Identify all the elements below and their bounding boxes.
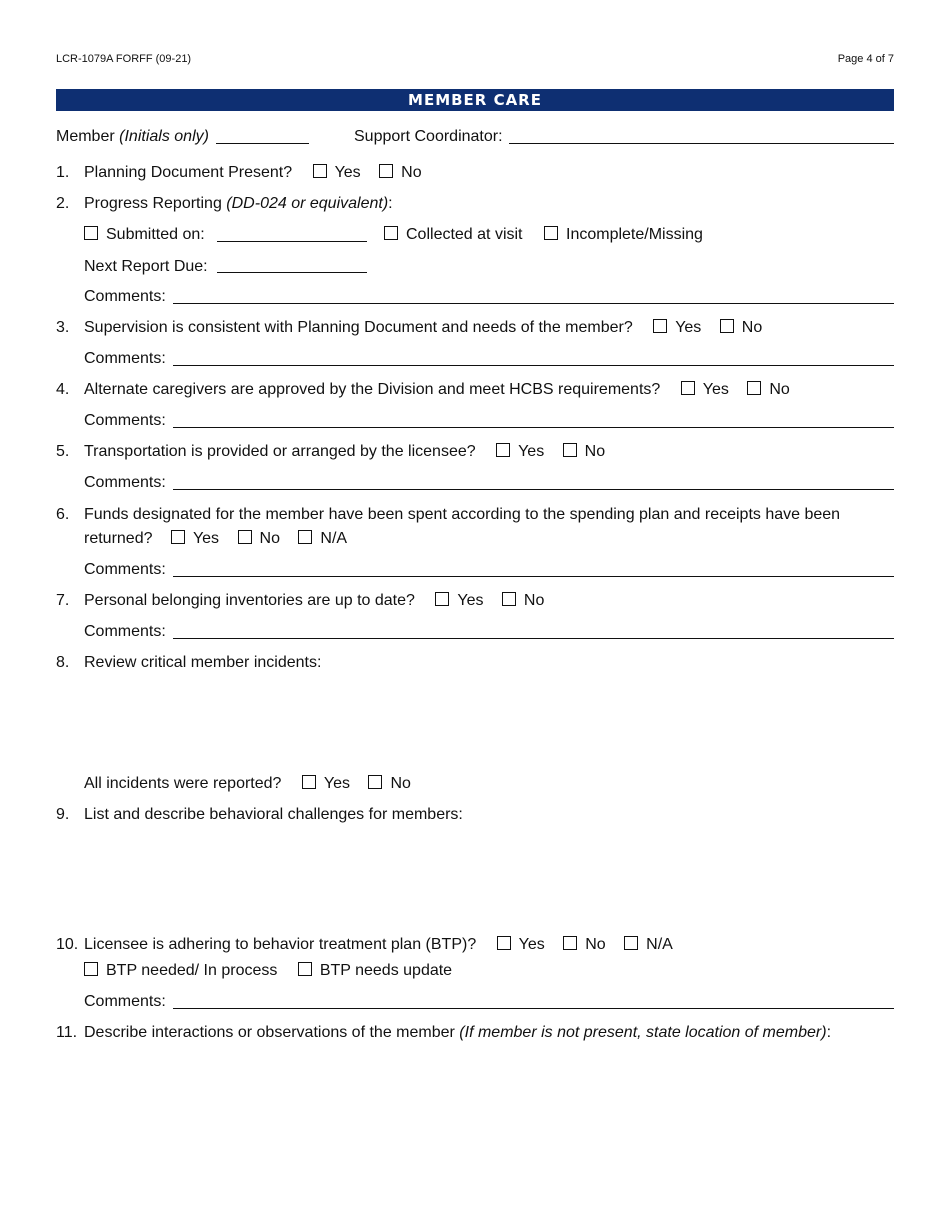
q6-na-label: N/A [320,530,348,547]
coordinator-label: Support Coordinator: [354,128,503,145]
q10-na-label: N/A [646,936,673,953]
q10-btp-row [84,961,452,981]
q7-yes-option[interactable] [435,591,483,611]
q4-no-option[interactable] [747,380,789,400]
q11-text: Describe interactions or observations of the member [84,1024,455,1041]
q10-number: 10. [56,936,79,953]
q10-no-checkbox[interactable] [563,936,577,950]
q2-hint: (DD-024 or equivalent) [226,195,389,212]
q2-next-due-label: Next Report Due: [84,258,208,275]
q1-no-label: No [401,164,422,181]
q5-yes-checkbox[interactable] [496,443,510,457]
q1-no-checkbox[interactable] [379,164,393,178]
q10-no-option[interactable] [563,935,605,955]
q2-collected-checkbox[interactable] [384,226,398,240]
q10-btp-update-option[interactable] [298,961,452,981]
q10-btp-needed-option[interactable] [84,961,277,981]
q9-number: 9. [56,806,70,823]
member-hint: (Initials only) [119,128,209,145]
q7-yes-label: Yes [457,592,484,609]
q3-row [84,318,762,338]
q3-comments-label: Comments: [84,350,166,367]
q8-sub-text: All incidents were reported? [84,775,282,792]
q5-no-label: No [584,443,606,460]
page-number: Page 4 of 7 [837,53,894,65]
q4-row [84,380,790,400]
q3-no-label: No [741,319,763,336]
q8-no-checkbox[interactable] [368,775,382,789]
q9-text: List and describe behavioral challenges for members: [84,806,463,823]
q2-incomplete-label: Incomplete/Missing [566,226,703,243]
q3-no-option[interactable] [720,318,762,338]
q1-number: 1. [56,164,70,181]
q2-collected-option[interactable] [384,225,523,245]
q6-text-line2: returned? [84,530,153,547]
q10-btp-needed-checkbox[interactable] [84,962,98,976]
q2-comments-label: Comments: [84,288,166,305]
q8-no-label: No [390,775,411,792]
q6-yes-option[interactable] [171,529,219,549]
q6-no-option[interactable] [238,529,280,549]
q11-hint: (If member is not present, state location of member) [459,1024,827,1041]
q6-na-option[interactable] [298,529,347,549]
q5-text: Transportation is provided or arranged by the licensee? [84,443,476,460]
q10-na-checkbox[interactable] [624,936,638,950]
q11-row [84,1023,831,1043]
q8-yes-checkbox[interactable] [302,775,316,789]
q8-number: 8. [56,654,70,671]
q11-number: 11. [56,1024,78,1041]
q10-yes-label: Yes [518,936,545,953]
q2-next-due-field[interactable] [217,272,367,273]
q6-yes-checkbox[interactable] [171,530,185,544]
q5-no-option[interactable] [563,442,605,462]
q4-no-label: No [769,381,790,398]
q6-no-label: No [259,530,280,547]
form-id: LCR-1079A FORFF (09-21) [56,53,192,65]
q3-no-checkbox[interactable] [720,319,734,333]
q7-yes-checkbox[interactable] [435,592,449,606]
q10-text: Licensee is adhering to behavior treatment plan (BTP)? [84,936,477,953]
q8-yes-label: Yes [323,775,350,792]
q5-yes-option[interactable] [496,442,544,462]
q4-yes-label: Yes [702,381,729,398]
q10-no-label: No [585,936,606,953]
q1-text: Planning Document Present? [84,164,293,181]
q4-yes-option[interactable] [681,380,729,400]
member-initials-field[interactable] [216,143,309,144]
q7-number: 7. [56,592,70,609]
q7-no-checkbox[interactable] [502,592,516,606]
q10-btp-update-checkbox[interactable] [298,962,312,976]
section-banner: MEMBER CARE [56,89,894,111]
q6-number: 6. [56,506,70,523]
q6-comments-label: Comments: [84,561,166,578]
q4-text: Alternate caregivers are approved by the Division and meet HCBS requirements? [84,381,661,398]
q4-no-checkbox[interactable] [747,381,761,395]
q5-comments-label: Comments: [84,474,166,491]
q3-yes-checkbox[interactable] [653,319,667,333]
q10-na-option[interactable] [624,935,673,955]
q2-comments-field[interactable] [173,303,894,304]
q2-colon: : [388,195,393,212]
q2-text: Progress Reporting [84,195,222,212]
q2-number: 2. [56,195,70,212]
q10-btp-update-label: BTP needs update [319,962,453,979]
q3-yes-label: Yes [675,319,702,336]
q7-no-option[interactable] [502,591,544,611]
q2-submitted-date-field[interactable] [217,241,367,242]
q1-yes-label: Yes [334,164,361,181]
support-coordinator-field[interactable] [509,143,894,144]
q2-submitted-checkbox[interactable] [84,226,98,240]
q7-row [84,591,544,611]
q2-submitted-label: Submitted on: [106,226,205,243]
member-label: Member [56,128,115,145]
q1-no-option[interactable] [379,163,421,183]
q6-text-line1: Funds designated for the member have been spent according to the spending plan and receipts have been [84,506,841,523]
q7-text: Personal belonging inventories are up to date? [84,592,415,609]
q7-no-label: No [523,592,545,609]
q8-text: Review critical member incidents: [84,654,322,671]
q3-comments-field[interactable] [173,365,894,366]
q10-row [84,935,673,955]
q8-sub-row [84,774,411,794]
q2-incomplete-checkbox[interactable] [544,226,558,240]
q5-no-checkbox[interactable] [563,443,577,457]
q4-number: 4. [56,381,70,398]
q10-yes-checkbox[interactable] [497,936,511,950]
q2-collected-label: Collected at visit [406,226,523,243]
q6-no-checkbox[interactable] [238,530,252,544]
q4-yes-checkbox[interactable] [681,381,695,395]
q10-comments-field[interactable] [173,1008,894,1009]
member-label-row [56,127,209,147]
q5-comments-field[interactable] [173,489,894,490]
q2-options-row [84,225,205,245]
q3-text: Supervision is consistent with Planning Document and needs of the member? [84,319,633,336]
q1-yes-option[interactable] [313,163,361,183]
q11-colon: : [826,1024,832,1041]
q10-yes-option[interactable] [497,935,545,955]
q8-yes-option[interactable] [302,774,350,794]
q7-comments-field[interactable] [173,638,894,639]
q5-number: 5. [56,443,70,460]
q5-row [84,442,605,462]
q1-yes-checkbox[interactable] [313,164,327,178]
q5-yes-label: Yes [518,443,545,460]
q2-row [84,194,393,214]
q8-no-option[interactable] [368,774,410,794]
q10-comments-label: Comments: [84,993,166,1010]
q6-row [84,529,347,549]
q6-comments-field[interactable] [173,576,894,577]
q4-comments-field[interactable] [173,427,894,428]
q10-btp-needed-label: BTP needed/ In process [106,962,278,979]
q2-incomplete-option[interactable] [544,225,703,245]
q3-number: 3. [56,319,70,336]
q4-comments-label: Comments: [84,412,166,429]
q6-na-checkbox[interactable] [298,530,312,544]
q1-row [84,163,422,183]
q3-yes-option[interactable] [653,318,701,338]
q6-yes-label: Yes [192,530,220,547]
q7-comments-label: Comments: [84,623,166,640]
